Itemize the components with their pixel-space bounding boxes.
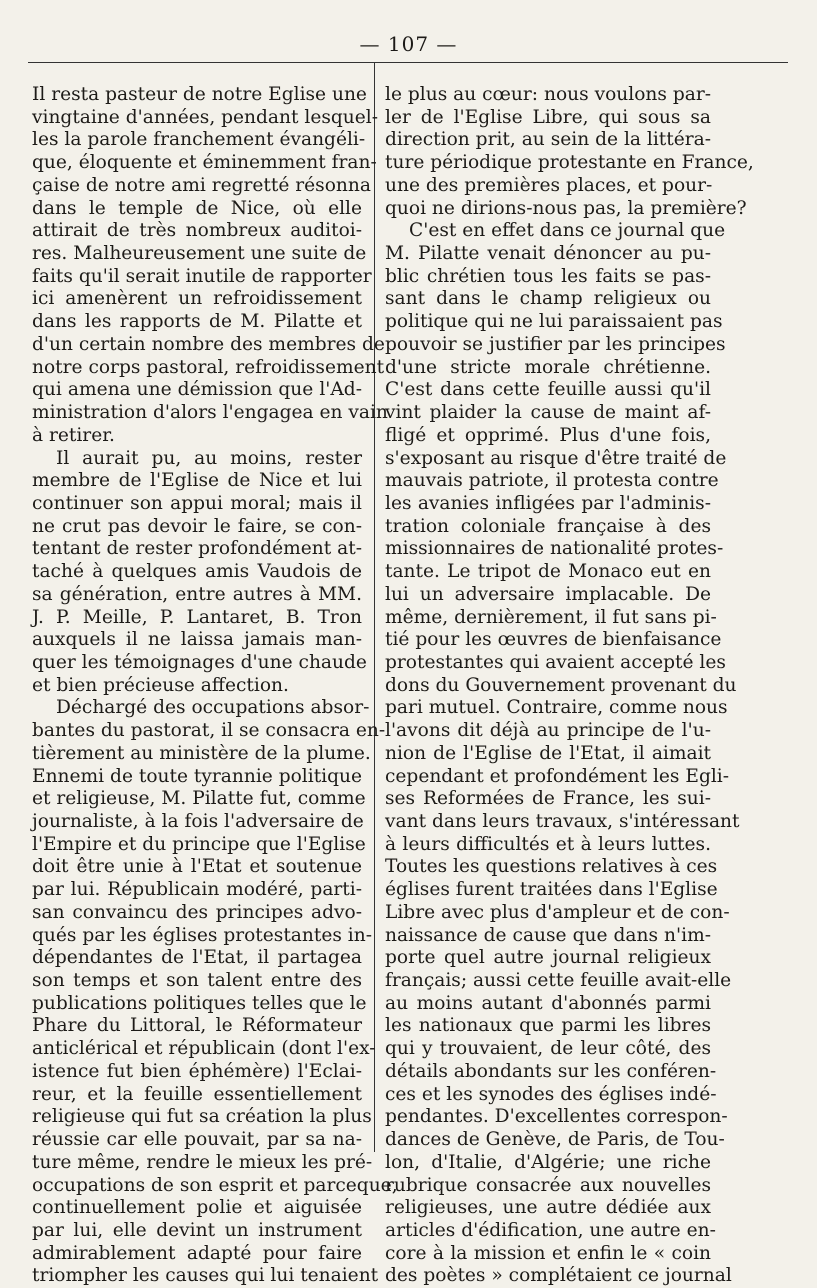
text-line: et bien précieuse affection. bbox=[32, 674, 289, 696]
text-line: anticlérical et républicain (dont l'ex- bbox=[32, 1038, 376, 1060]
text-line: et religieuse, M. Pilatte fut, comme bbox=[32, 788, 366, 810]
text-line: religieuses, une autre dédiée aux bbox=[385, 1197, 711, 1219]
text-line: C'est en effet dans ce journal que bbox=[409, 220, 726, 242]
text-line: blic chrétien tous les faits se pas- bbox=[385, 265, 711, 287]
text-line: au moins autant d'abonnés parmi bbox=[385, 992, 711, 1014]
text-line: d'une stricte morale chrétienne. bbox=[385, 356, 711, 378]
text-line: à retirer. bbox=[32, 424, 115, 446]
text-line: son temps et son talent entre des bbox=[32, 970, 362, 992]
text-line: notre corps pastoral, refroidissement bbox=[32, 356, 385, 378]
text-line: politique qui ne lui paraissaient pas bbox=[385, 311, 723, 333]
text-line: membre de l'Eglise de Nice et lui bbox=[32, 470, 362, 492]
text-line: quer les témoignages d'une chaude bbox=[32, 651, 367, 673]
text-line: pouvoir se justifier par les principes bbox=[385, 333, 726, 355]
text-line: français; aussi cette feuille avait-elle bbox=[385, 970, 732, 992]
text-line: réussie car elle pouvait, par sa na- bbox=[32, 1129, 362, 1151]
text-line: des poètes » complétaient ce journal bbox=[385, 1265, 732, 1287]
text-line: Il aurait pu, au moins, rester bbox=[56, 447, 362, 469]
page-number: — 107 — bbox=[359, 32, 458, 56]
text-line: ne crut pas devoir le faire, se con- bbox=[32, 515, 362, 537]
text-line: san convaincu des principes advo- bbox=[32, 901, 362, 923]
text-line: publications politiques telles que le bbox=[32, 992, 367, 1014]
text-line: par lui. Républicain modéré, parti- bbox=[32, 879, 362, 901]
text-line: vant dans leurs travaux, s'intéressant bbox=[385, 811, 740, 832]
text-line: istence fut bien éphémère) l'Eclai- bbox=[32, 1060, 362, 1082]
text-line: que, éloquente et éminemment fran- bbox=[32, 152, 377, 174]
text-line: continuellement polie et aiguisée bbox=[32, 1197, 362, 1219]
text-line: naissance de cause que dans n'im- bbox=[385, 924, 711, 946]
text-line: vint plaider la cause de maint af- bbox=[385, 402, 711, 424]
text-line: direction prit, au sein de la littéra- bbox=[385, 129, 711, 151]
text-line: qui amena une démission que l'Ad- bbox=[32, 379, 362, 401]
text-line: M. Pilatte venait dénoncer au pu- bbox=[385, 243, 711, 265]
text-line: Toutes les questions relatives à ces bbox=[385, 856, 718, 878]
text-line: journaliste, à la fois l'adversaire de bbox=[32, 811, 364, 832]
text-line: occupations de son esprit et parceque, bbox=[32, 1174, 398, 1196]
text-line: tentant de rester profondément at- bbox=[32, 538, 362, 560]
text-line: les la parole franchement évangéli- bbox=[32, 129, 366, 151]
text-line: core à la mission et enfin le « coin bbox=[385, 1242, 711, 1264]
text-line: missionnaires de nationalité protes- bbox=[385, 538, 724, 560]
text-line: ler de l'Eglise Libre, qui sous sa bbox=[385, 106, 711, 128]
text-line: qués par les églises protestantes in- bbox=[32, 924, 372, 946]
text-line: continuer son appui moral; mais il bbox=[32, 492, 362, 514]
text-line: articles d'édification, une autre en- bbox=[385, 1219, 716, 1241]
text-line: lon, d'Italie, d'Algérie; une riche bbox=[385, 1151, 711, 1173]
text-line: les nationaux que parmi les libres bbox=[385, 1015, 711, 1037]
text-line: pari mutuel. Contraire, comme nous bbox=[385, 697, 728, 719]
text-line: protestantes qui avaient accepté les bbox=[385, 651, 726, 673]
text-line: fligé et opprimé. Plus d'une fois, bbox=[385, 424, 711, 446]
right-column bbox=[385, 84, 754, 1288]
text-line: Ennemi de toute tyrannie politique bbox=[32, 765, 362, 787]
text-line: même, dernièrement, il fut sans pi- bbox=[385, 606, 717, 628]
header-rule bbox=[28, 62, 788, 63]
text-line: Déchargé des occupations absor- bbox=[56, 697, 370, 719]
text-line: l'avons dit déjà au principe de l'u- bbox=[385, 720, 711, 742]
text-line: ces et les synodes des églises indé- bbox=[385, 1083, 717, 1105]
text-line: rubrique consacrée aux nouvelles bbox=[385, 1174, 711, 1196]
text-line: nion de l'Eglise de l'Etat, il aimait bbox=[385, 742, 711, 764]
text-line: l'Empire et du principe que l'Eglise bbox=[32, 833, 366, 855]
text-line: taché à quelques amis Vaudois de bbox=[32, 561, 362, 583]
text-line: auxquels il ne laissa jamais man- bbox=[32, 629, 362, 651]
text-line: à leurs difficultés et à leurs luttes. bbox=[385, 833, 711, 855]
text-line: détails abondants sur les conféren- bbox=[385, 1060, 717, 1082]
text-line: faits qu'il serait inutile de rapporter bbox=[32, 265, 372, 287]
text-line: églises furent traitées dans l'Eglise bbox=[385, 879, 718, 901]
text-line: dances de Genève, de Paris, de Tou- bbox=[385, 1129, 725, 1151]
text-line: dons du Gouvernement provenant du bbox=[385, 674, 737, 696]
text-line: çaise de notre ami regretté résonna bbox=[32, 174, 371, 196]
text-line: Libre avec plus d'ampleur et de con- bbox=[385, 901, 730, 923]
text-line: sant dans le champ religieux ou bbox=[385, 288, 711, 310]
text-line: J. P. Meille, P. Lantaret, B. Tron bbox=[32, 606, 362, 628]
text-line: mauvais patriote, il protesta contre bbox=[385, 470, 719, 492]
text-line: ture périodique protestante en France, bbox=[385, 152, 754, 174]
text-line: res. Malheureusement une suite de bbox=[32, 243, 367, 265]
text-line: tante. Le tripot de Monaco eut en bbox=[385, 561, 711, 583]
text-line: d'un certain nombre des membres de bbox=[32, 333, 385, 355]
text-line: triompher les causes qui lui tenaient bbox=[32, 1265, 379, 1287]
text-line: dans les rapports de M. Pilatte et bbox=[32, 311, 362, 333]
text-line: ici amenèrent un refroidissement bbox=[32, 288, 362, 310]
text-line: bantes du pastorat, il se consacra en- bbox=[32, 720, 386, 742]
text-line: vingtaine d'années, pendant lesquel- bbox=[32, 106, 378, 128]
text-line: admirablement adapté pour faire bbox=[32, 1242, 362, 1264]
text-line: sa génération, entre autres à MM. bbox=[32, 583, 362, 605]
text-line: cependant et profondément les Egli- bbox=[385, 765, 730, 787]
text-line: religieuse qui fut sa création la plus bbox=[32, 1106, 372, 1128]
text-line: tration coloniale française à des bbox=[385, 515, 711, 537]
column-divider bbox=[374, 62, 375, 1152]
text-line: doit être unie à l'Etat et soutenue bbox=[32, 856, 362, 878]
text-line: porte quel autre journal religieux bbox=[385, 947, 711, 969]
text-line: tièrement au ministère de la plume. bbox=[32, 742, 371, 764]
text-line: lui un adversaire implacable. De bbox=[385, 583, 711, 605]
text-line: pendantes. D'excellentes correspon- bbox=[385, 1106, 728, 1128]
text-line: ture même, rendre le mieux les pré- bbox=[32, 1151, 373, 1173]
text-line: ses Reformées de France, les sui- bbox=[385, 788, 711, 810]
text-line: le plus au cœur: nous voulons par- bbox=[385, 84, 711, 105]
text-line: ministration d'alors l'engagea en vain bbox=[32, 402, 388, 424]
text-line: une des premières places, et pour- bbox=[385, 174, 713, 196]
text-line: Il resta pasteur de notre Eglise une bbox=[32, 84, 367, 105]
text-line: Phare du Littoral, le Réformateur bbox=[32, 1015, 362, 1037]
text-line: les avanies infligées par l'adminis- bbox=[385, 492, 711, 514]
text-line: dans le temple de Nice, où elle bbox=[32, 197, 362, 219]
text-line: par lui, elle devint un instrument bbox=[32, 1219, 362, 1241]
text-line: attirait de très nombreux auditoi- bbox=[32, 220, 362, 242]
text-line: dépendantes de l'Etat, il partagea bbox=[32, 947, 362, 969]
text-line: tié pour les œuvres de bienfaisance bbox=[385, 629, 722, 651]
text-line: reur, et la feuille essentiellement bbox=[32, 1083, 362, 1105]
text-line: s'exposant au risque d'être traité de bbox=[385, 447, 727, 469]
text-line: quoi ne dirions-nous pas, la première? bbox=[385, 197, 747, 219]
text-line: C'est dans cette feuille aussi qu'il bbox=[385, 379, 711, 401]
left-column bbox=[32, 84, 398, 1288]
text-line: qui y trouvaient, de leur côté, des bbox=[385, 1038, 711, 1060]
